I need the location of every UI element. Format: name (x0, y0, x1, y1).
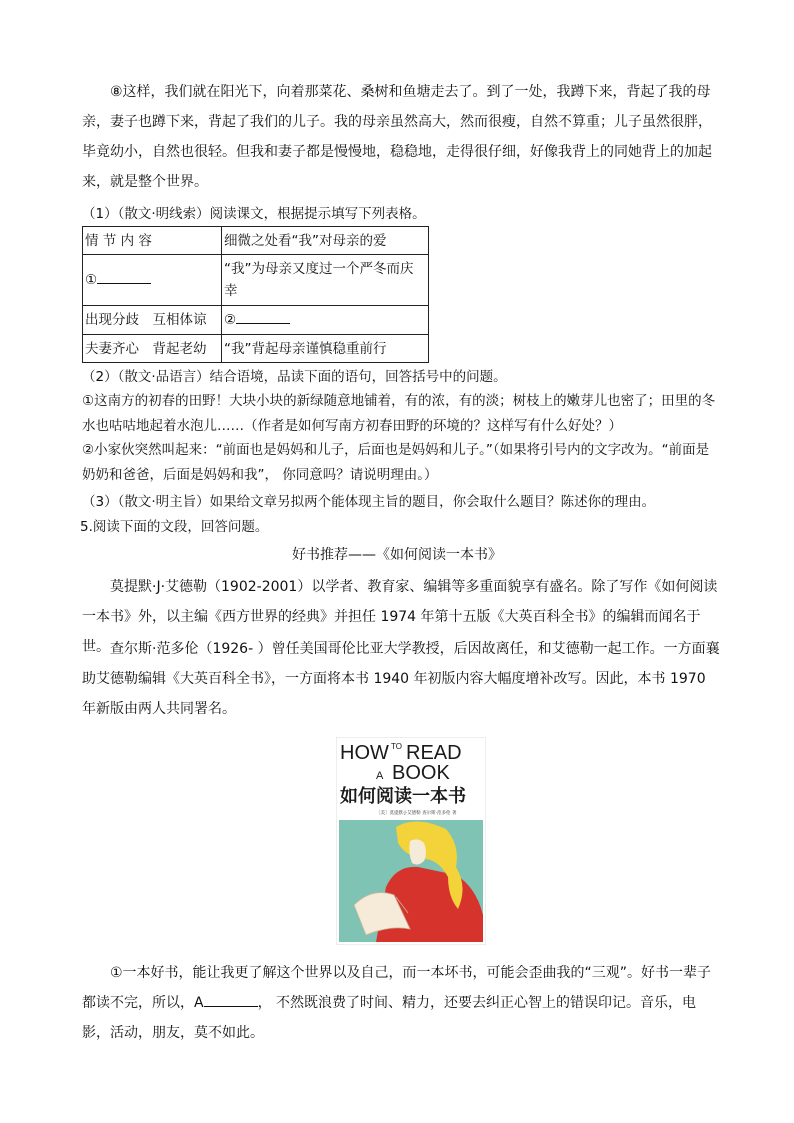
cover-title-how: HOW (340, 742, 389, 764)
answer-blank-a[interactable] (204, 992, 258, 1007)
question-3: （3）（散文·明主旨）如果给文章另拟两个能体现主旨的题目，你会取什么题目？陈述你的理由。 (82, 494, 656, 510)
answer-blank-1[interactable] (97, 269, 151, 284)
table-cell-love-2: ② (222, 306, 429, 335)
plot-table (82, 226, 429, 363)
question-2: （2）（散文·品语言）结合语境，品读下面的语句，回答括号中的问题。 (82, 369, 507, 385)
question-1: （1）（散文·明线索）阅读课文，根据提示填写下列表格。 (82, 206, 426, 222)
table-cell-plot-2: 出现分歧 互相体谅 (83, 306, 222, 335)
paragraph-8: ⑧这样，我们就在阳光下，向着那菜花、桑树和鱼塘走去了。到了一处，我蹲下来，背起了我的母亲，妻子也蹲下来，背起了我们的儿子。我的母亲虽然高大，然而很瘦，自然不算重；儿子虽然很胖，毕竟幼小，自然也很轻。但我和妻子都是慢慢地，稳稳地，走得很仔细，好像我背上的同她背上的加起来，就是整个世界。 (82, 84, 712, 190)
cover-title-read: READ (406, 742, 462, 764)
cover-face (409, 839, 426, 864)
cover-title-to: TO (391, 742, 402, 751)
cover-title-book: BOOK (392, 762, 450, 784)
question-2-item-1: ①这南方的初春的田野！大块小块的新绿随意地铺着，有的浓，有的淡；树枝上的嫩芽儿也密了；田里的冬水也咕咕地起着水泡儿……（作者是如何写南方初春田野的环境的？这样写有什么好处？） (82, 393, 716, 434)
table-row (83, 306, 429, 335)
section-title: 好书推荐——《如何阅读一本书》 (292, 547, 502, 563)
table-header-love: 细微之处看“我”对母亲的爱 (222, 227, 429, 255)
cover-authors: ［美］莫提默·J·艾德勒 查尔斯·范多伦 著 (376, 811, 457, 816)
cover-title-a: A (376, 770, 384, 782)
question-5: 5.阅读下面的文段，回答问题。 (80, 519, 269, 535)
table-cell-plot-3: 夫妻齐心 背起老幼 (83, 335, 222, 363)
table-cell-love-1: “我”为母亲又度过一个严冬而庆幸 (222, 255, 429, 306)
table-header-row (83, 227, 429, 255)
book-cover-image (336, 737, 486, 945)
cover-title-zh: 如何阅读一本书 (340, 786, 466, 807)
question-2-item-2: ②小家伙突然叫起来：“前面也是妈妈和儿子，后面也是妈妈和儿子。”（如果将引号内的文字改为。“前面是奶奶和爸爸，后面是妈妈和我”， 你同意吗？请说明理由。） (82, 442, 710, 483)
table-cell-love-3: “我”背起母亲谨慎稳重前行 (222, 335, 429, 363)
intro-paragraph-1: 莫提默·J·艾德勒（1902-2001）以学者、教育家、编辑等多重面貌享有盛名。除了写作《如何阅读一本书》外，以主编《西方世界的经典》并担任 1974 年第十五版《大英百科全书》的编辑而闻名于世。 (82, 579, 718, 655)
paragraph-1: ①一本好书，能让我更了解这个世界以及自己，而一本坏书，可能会歪曲我的“三观”。好书一辈子都读不完，所以，A ， 不然既浪费了时间、精力，还要去纠正心智上的错误印记。音乐，电影，活动，朋友，莫不如此。 (82, 965, 712, 1041)
intro-paragraph-2: 查尔斯·范多伦（1926- ）曾任美国哥伦比亚大学教授，后因故离任，和艾德勒一起工作。一方面襄助艾德勒编辑《大英百科全书》，一方面将本书 1940 年初版内容大幅度增补改写。因此，本书 1970 年新版由两人共同署名。 (82, 641, 720, 717)
table-row (83, 255, 429, 306)
table-header-plot: 情 节 内 容 (83, 227, 222, 255)
table-row (83, 335, 429, 363)
answer-blank-2[interactable] (236, 309, 290, 324)
table-cell-plot-1: ① (83, 255, 222, 306)
